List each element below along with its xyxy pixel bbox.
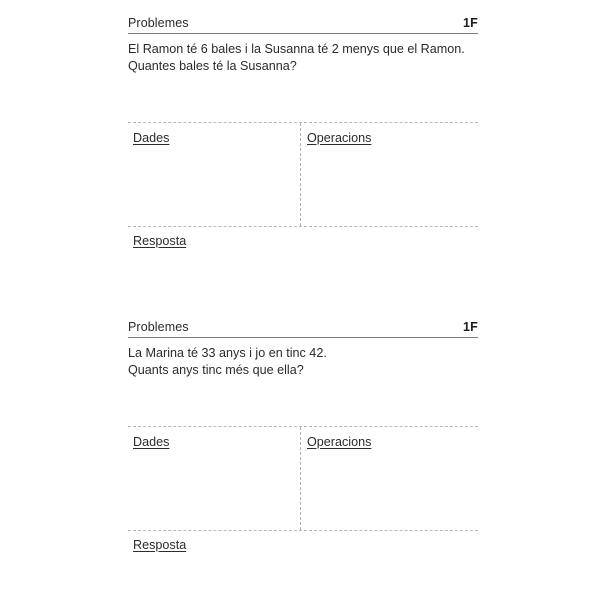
work-area-1 (128, 122, 478, 227)
data-column-1[interactable] (128, 123, 300, 226)
answer-area-2[interactable] (128, 531, 478, 554)
problem-statement-1 (128, 34, 478, 75)
problem-statement-line-2: Quantes bales té la Susanna? (128, 59, 297, 73)
answer-area-1[interactable] (128, 227, 478, 250)
worksheet-header-1 (128, 16, 478, 34)
worksheet-level-code-2: 1F (463, 320, 478, 334)
answer-label-1: Resposta (133, 234, 187, 248)
work-area-2 (128, 426, 478, 531)
answer-label-2: Resposta (133, 538, 187, 552)
data-column-label-2: Dades (133, 435, 170, 449)
worksheet-title-2: Problemes (128, 320, 189, 334)
operations-column-label-1: Operacions (307, 131, 372, 145)
problem-worksheet-1 (128, 16, 478, 250)
data-column-label-1: Dades (133, 131, 170, 145)
operations-column-1[interactable] (300, 123, 478, 226)
problem-statement-line-2: Quants anys tinc més que ella? (128, 363, 304, 377)
operations-column-label-2: Operacions (307, 435, 372, 449)
worksheet-header-2 (128, 320, 478, 338)
problem-worksheet-2 (128, 320, 478, 554)
worksheet-title-1: Problemes (128, 16, 189, 30)
problem-statement-2 (128, 338, 478, 379)
data-column-2[interactable] (128, 427, 300, 530)
worksheet-level-code-1: 1F (463, 16, 478, 30)
operations-column-2[interactable] (300, 427, 478, 530)
problem-statement-line-1: La Marina té 33 anys i jo en tinc 42. (128, 346, 327, 360)
problem-statement-line-1: El Ramon té 6 bales i la Susanna té 2 menys que el Ramon. (128, 42, 465, 56)
